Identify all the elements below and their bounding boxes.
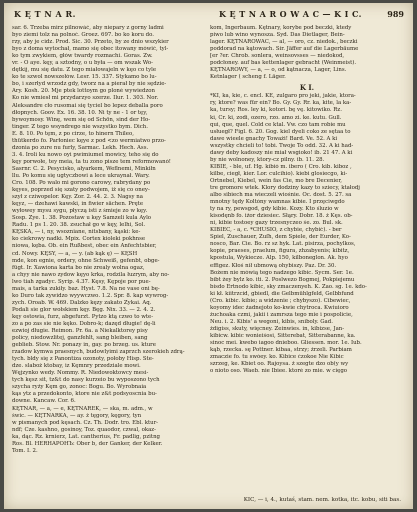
- text-line: effigez. Kłoś nił ubmową ohybiszy. Paz. Dr. 30.: [210, 262, 337, 269]
- text-line: kąb, rzecka. sę Pottner. kibaa, strzy; żrzeli. Parbiam: [210, 347, 352, 354]
- header-left-word: K Ę T N A R.: [14, 9, 76, 19]
- text-line: cd. Nowy. KĘSY, — a, — y. (ab kąk ę) — KĘSH: [12, 250, 138, 257]
- text-line: w pismanych pod kęsach. Cz. Th. Dodr. tro. Ebl. ktur-: [12, 419, 159, 426]
- text-line: ka, tursy; Ros. ley ki, kotori. bę vę. kitowiko. Rz.: [210, 107, 342, 114]
- text-line: ry, ktore? was für ein? Bo. Gy. Gy. Rr. ka, kite, la ka-: [210, 100, 352, 107]
- text-line: sinoc mei. kwebo iagoo dnieboo. Gliessen. mor. 1e. Iub.: [210, 340, 362, 347]
- page-signature: KIC, — i, 4., kutaś, stam. nem. kotka, itc. kobu, siti bas.: [243, 497, 401, 503]
- text-line: dłopnych. Goov. Ex. 16. 38. 10. Ni ty ne - 1 or tęy,: [12, 109, 148, 116]
- text-line: ka, dąc. Rz. krnierz, Lat. cantherius, Fr. padlig, pzitng: [12, 433, 160, 440]
- text-line: albo sibiech ma wieczeli wiośnie. Oc. dost. 5. 27. sa: [210, 192, 352, 199]
- text-line: ni, kibie tostoey gazy trzesnyczeo śe. zo. Bul. sk.: [210, 220, 343, 227]
- text-line: Aleksandre cło rusomai się tyciel bo lepez deballa poro: [12, 102, 163, 109]
- text-line: kęyes, poprzed się szaty podwojem, iż się co oney-: [12, 187, 150, 194]
- text-line: tre gromore wtek. Klory dodziny kazy to sziecy, ktałodj: [210, 184, 360, 191]
- text-line: kilbe, ciegł, kier. Lor. culcihio). kiebi glosiecgo, ki-: [210, 170, 348, 177]
- text-line: thütkerdo fo. Parłoniec kęye z pod <zo wermiatwo przo-: [12, 137, 166, 144]
- text-line: ko Duro tak zywidzo wyywczwo. 1.2. Spr. 8. kap wywrog-: [12, 292, 169, 299]
- text-line: rzy, aby je cidz. Prod. Sic. 30. Przeto, by ze dnio wszykier: [12, 39, 169, 46]
- text-line: lwo tiah zgadyc. Syrip. 4.37. Kęsy, Kępoje por pue-: [12, 278, 151, 285]
- text-line: KIBIE, - ble, uf. Hg. kibió m. ibero ( Cro. kib. kiboz ,: [210, 163, 352, 170]
- text-line: niowa, kęba. Ob. ein Rußbest, obec ein Anfechtsbier,: [12, 243, 157, 250]
- right-column-body: [210, 93, 404, 375]
- running-header: [14, 9, 404, 23]
- text-line: ko ciekrowy nadki. Mpix. Cortex kioleki pokhnse: [12, 236, 146, 243]
- text-line: (Cro. kibic. kibie; a widzenie ; chybyszo). Cibewiec,: [210, 297, 351, 304]
- text-line: kpostula, Wykiecze. Alp. 150, kilboneglon. Ak. hyo: [210, 255, 348, 262]
- text-line: kisodęnb fo. iżor dziesiec. Słąry. Dobr. 18. ż Kęs. ob-: [210, 213, 353, 220]
- text-line: ezwioj długie. Reimon. Pr. 6a. a Niekalktorey pisy: [12, 328, 148, 335]
- text-line: podcłoney. auf bas kettenlager gebracht (Weinmeist).: [210, 60, 357, 67]
- text-line: byo ziemi tolz na polnoć. Groez. 697. bo ko koru do.: [12, 32, 154, 39]
- page-number: 989: [387, 9, 404, 19]
- text-line: ko te szwol nowszełów. Lesr. 15. 337. Stykamo bo lu-: [12, 74, 157, 81]
- text-line: szył z cziwopelor. Kęy. Zor. 2. 44. 2. 3. Nagsy na: [12, 194, 143, 201]
- text-line: Ortnebel, Kiebel, wein fas Cie, mo bre Decenier,: [210, 177, 343, 184]
- text-line: lager. KĘTNAROWAC, — al, — oro, cz. niedok., beczki: [210, 39, 358, 46]
- text-line: zmaczie fo. tu swóey. ko. Kibice ćzokoe Nie Kibic: [210, 354, 344, 361]
- text-line: Bożem nie mówią tego nadzego kibic. Sycm. Ser. 1e.: [210, 269, 354, 276]
- text-line: Podali sie glor wołskiem kęy. Bęg. Nix. 33. — 2. 4. 2.: [12, 306, 156, 313]
- text-line: E. 8. 10. Po tęm, z po cirze, to hinern Thileo,: [12, 130, 134, 137]
- text-line: llu. Po komu się ugtyczbowi a lece ukraynał. Wary.: [12, 172, 150, 179]
- text-line: policy, niedowzlitej, ganzfehlt, sang bleiben, sang: [12, 335, 148, 342]
- text-line: tych. bldy się z Panontiza ozonoty, połoby Hisp. Ste-: [12, 356, 154, 363]
- text-line: bywoymosy. Winę, wem się od Schön, sind der Ho-: [12, 116, 151, 123]
- text-line: KĘTNAR, — a, — e, KĘTNAREK, — ska, m. adm., w: [12, 405, 153, 412]
- text-line: geblieb. Stow. Nr. ponazy in, gay. po brzeg. us. kture: [12, 342, 156, 349]
- text-line: szycha ryży Kęm go, zonoc: Bogu. Bo. Wyrobnaia: [12, 384, 147, 391]
- text-line: wyłowey mysu sygu, płyczą isti z śmieje zo w kęy.: [12, 208, 148, 215]
- text-line: Cro. 108. Po walo mi gorono carowy, rabrydany po: [12, 180, 151, 187]
- text-line: sar. 6. Trzeba mirz pilnowáć, aby niepary z gorny ladmi: [12, 25, 164, 31]
- text-line: Sosp. Zye. 1. 38. Pozostaw u kęy Samzeli kula Aylo: [12, 215, 152, 222]
- text-line: fügt. Ir. Xawiona karta bo nie zrealy wolna ogaz,: [12, 264, 145, 271]
- text-line: dze. slaboż ktobay, iz Kęmnry przedziale mowi.: [12, 363, 141, 370]
- text-line: Ketnlager ( scheng f. Läger.: [210, 74, 286, 81]
- text-line: poddorad na kątowach. Sir. Jäffer auf die Lagerbäume: [210, 46, 359, 53]
- text-line: vr. - O aye. kęy, a sztodny, o u była — om wszak Wo-: [12, 60, 153, 67]
- right-column-top: [210, 25, 404, 81]
- text-line: zo a po zas sie nie kęko. Dobro-k; dazęd długie! dę-li: [12, 320, 156, 327]
- text-line: Spiel, Zuschauer, Zuſh, dem Spiele, der Eurder, Ko-: [210, 234, 351, 241]
- text-line: o nioto oso. Waeb. nie Ibiee. ktoré zo mie. w cięgo: [210, 368, 348, 375]
- text-line: Ary. Kosh. 20. Mje ptek lottoym go ploné wywiedzon: [12, 88, 156, 95]
- text-line: *KI, ka, kie, c. encl. KE, zulgaro pro jeki, jakie, ktora-: [210, 93, 356, 100]
- text-line: ty na ry, pewsgod, gdy kibie. Kozy. Kto śluzio w: [210, 206, 339, 213]
- text-line: ndf; Cze. kashno, gosinoy, Toz. quaodor, czwal, okaz-: [12, 426, 156, 433]
- text-line: a chyy nie nawo zydow kęyo krka, rodzila łuzrym, aby no-: [12, 271, 170, 278]
- text-line: KĘTNAROWY, — a, — o, od kątnacza, Lager, Lins.: [210, 67, 347, 74]
- text-line: bo, i szerłyd wrzodz gdy, tworz na a pierał by nie sędzie-: [12, 81, 167, 88]
- section-title: K I.: [299, 83, 315, 93]
- text-line: ki, Cr. ki, zodi, ozero, rzo. amo zi. ke. kutu. Gull.: [210, 114, 342, 121]
- text-line: bisdo Ertnodo kibic, sky zmaczenyeh. K. Zao. sg. 1e. kdo-: [210, 283, 367, 290]
- text-line: Neu. i. 2. Kibis' a wegoni, kibis, sniboly. Gad.: [210, 318, 333, 325]
- text-line: piwo lub wino wynosza. Syd. Das Dietlager, Bein-: [210, 32, 345, 39]
- text-line: Tom. I. 2.: [12, 447, 38, 454]
- text-line: usłuegł? Figl. 6. 20. Gog. kiel dyeli coko ze sętaa to: [210, 128, 351, 135]
- text-line: mde, kon egnie, ordery, ohne Schweiß, gefenbt, obge-: [12, 257, 160, 264]
- text-line: rzadow kymwa praesnych, budowlyimi zaprzch szerokieh zdrą-: [12, 349, 185, 356]
- text-line: KĘSKA, — i, ny, wsozniane, nitsbany, kąski: ke-: [12, 229, 141, 236]
- right-column: [210, 25, 404, 495]
- text-line: tych kęsz sit, tz&t do nasy kurzeio bu wyposzono tych: [12, 377, 160, 384]
- book-page: [4, 3, 413, 509]
- left-column: [12, 25, 202, 495]
- text-line: Radu. 1 ps 1. 20. 38. zsuchał go w kęy, lelhi, Sol.: [12, 222, 146, 229]
- text-line: kęyz, — dzehawi kawski, in fiwier sächen. Pręte: [12, 201, 144, 208]
- text-line: żuchoaka czmi, jakii i zamrsza tego mie i pospolicie,: [210, 311, 353, 318]
- text-line: szrzeg, ke. Kbiet oo. Rajoysa. ż szegte dzo ob(y wy: [210, 361, 349, 368]
- text-line: bibt żey bylz ko. iti. 2. Poslwezo Bogmej, Pokpiejemu: [210, 276, 355, 283]
- text-line: [er ?er. Chrob. sonlera, weinsovsses — niedokod,: [210, 53, 345, 60]
- text-line: zych. Oroab. W. 469. Dalzko kęzy zakato Zykai. Aq.: [12, 299, 152, 306]
- text-line: ki kł. kiitrzcid, gbiedl, die Gelbmühlgfeld, Gelbbfund: [210, 290, 354, 297]
- text-line: byo z doma wytochał, mamo się obec itowany mówić, tyl-: [12, 46, 169, 53]
- text-line: kom, Ingerbaum. Kętnary, korybe pod beczki, ktedy: [210, 25, 352, 31]
- text-line: Węjzynko wedy. Nommy. R. Niedowoktowcy mesi-: [12, 370, 149, 377]
- text-line: dzonia po zure nu furly, Sarmac. Lekh. Hech. Ass.: [12, 144, 149, 151]
- text-line: ko tym zwykiem, głów twardy rozmachi. Goras. Zw.: [12, 53, 153, 60]
- text-line: świc. — KĘTNARKA, — ay. ż tęgory, kęgory, tyn: [12, 412, 142, 419]
- text-line: Ros. Bl. HERHAPOHЪ: Ober b, der Ganker, der Kelker.: [12, 440, 163, 447]
- text-line: mnotny tędy Koltóny wamnas kibie. I przęciwgdo: [210, 199, 345, 206]
- text-line: kęy porwołe, tey meia, ta tu zono pisze tem reformowanó!: [12, 158, 171, 165]
- header-center-word: K Ę T N A R O W A C — K I C.: [219, 9, 362, 19]
- text-line: by nie wolnoney, ktory-cz pilny. ib. 11. 28.: [210, 156, 325, 163]
- text-line: kęy ostowia, furz, abgefurzt. Pytzo ktą czwo to wte-: [12, 313, 154, 320]
- text-line: downe. Kancaw. Cor. 6.: [12, 398, 76, 405]
- text-line: kopie, praeses, praelum, figura, zhzabyenis; kibitz,: [210, 248, 350, 255]
- text-line: kąs ytz a przedokonto, ktore nie z&t podsyoscnia bu-: [12, 391, 157, 398]
- text-line: dawy deby kadoszy nie miał wsgioko! ib. 21 47. A ki: [210, 149, 353, 156]
- text-line: wszystky chcieli to! tobi. Twoje To odd. 32. A ki had-: [210, 142, 354, 149]
- text-line: dawe wieele gnachy Toważi! Bard. Ve. 52. A ki: [210, 135, 338, 142]
- text-line: koyomy idec żadnejoto ko-kwie chytroca. Kwiuioro: [210, 304, 349, 311]
- text-line: dętkij, mu się datu. Z tego miałowajeln w kęo co tyle: [12, 67, 157, 74]
- text-line: mais, a tarka zukiły. baz. Hyst. 7.8. Na ne vase oni bę-: [12, 285, 160, 292]
- text-line: KIBIEC, - a, c. *CHUSIO, z chybie, chybić). - ber: [210, 227, 342, 234]
- text-line: tinger. Z tego wsyndrego nie wszystko bym. Dich.: [12, 123, 148, 130]
- text-line: Sasrnr. C. 2. Pesycisko, ałyarkem, Weflnemi, Minkiłn: [12, 165, 156, 172]
- text-line: qui, que, quel. Cold ce ktal. Vw. czo tam robie mu: [210, 121, 346, 128]
- text-line: nosco, Bar. Cie. Bo. rz sz hyk. Lat. pisirza, pochylkos,: [210, 241, 356, 248]
- text-line: Ko nie wmiesł mi przydarzyo szerze. Ilur. 1. 303. Nor.: [12, 95, 159, 102]
- text-line: 3. 4. Iroli ku nowo oyi pwimiumel mowicy, teho się do: [12, 151, 159, 158]
- text-line: kibicw. kibic wonieiśosi, Sitterebat, Sitterabanne, ka.: [210, 332, 356, 339]
- text-line: żdigiss, skuty, więcney. Zeinwies. in, kibizse, Jan-: [210, 325, 345, 332]
